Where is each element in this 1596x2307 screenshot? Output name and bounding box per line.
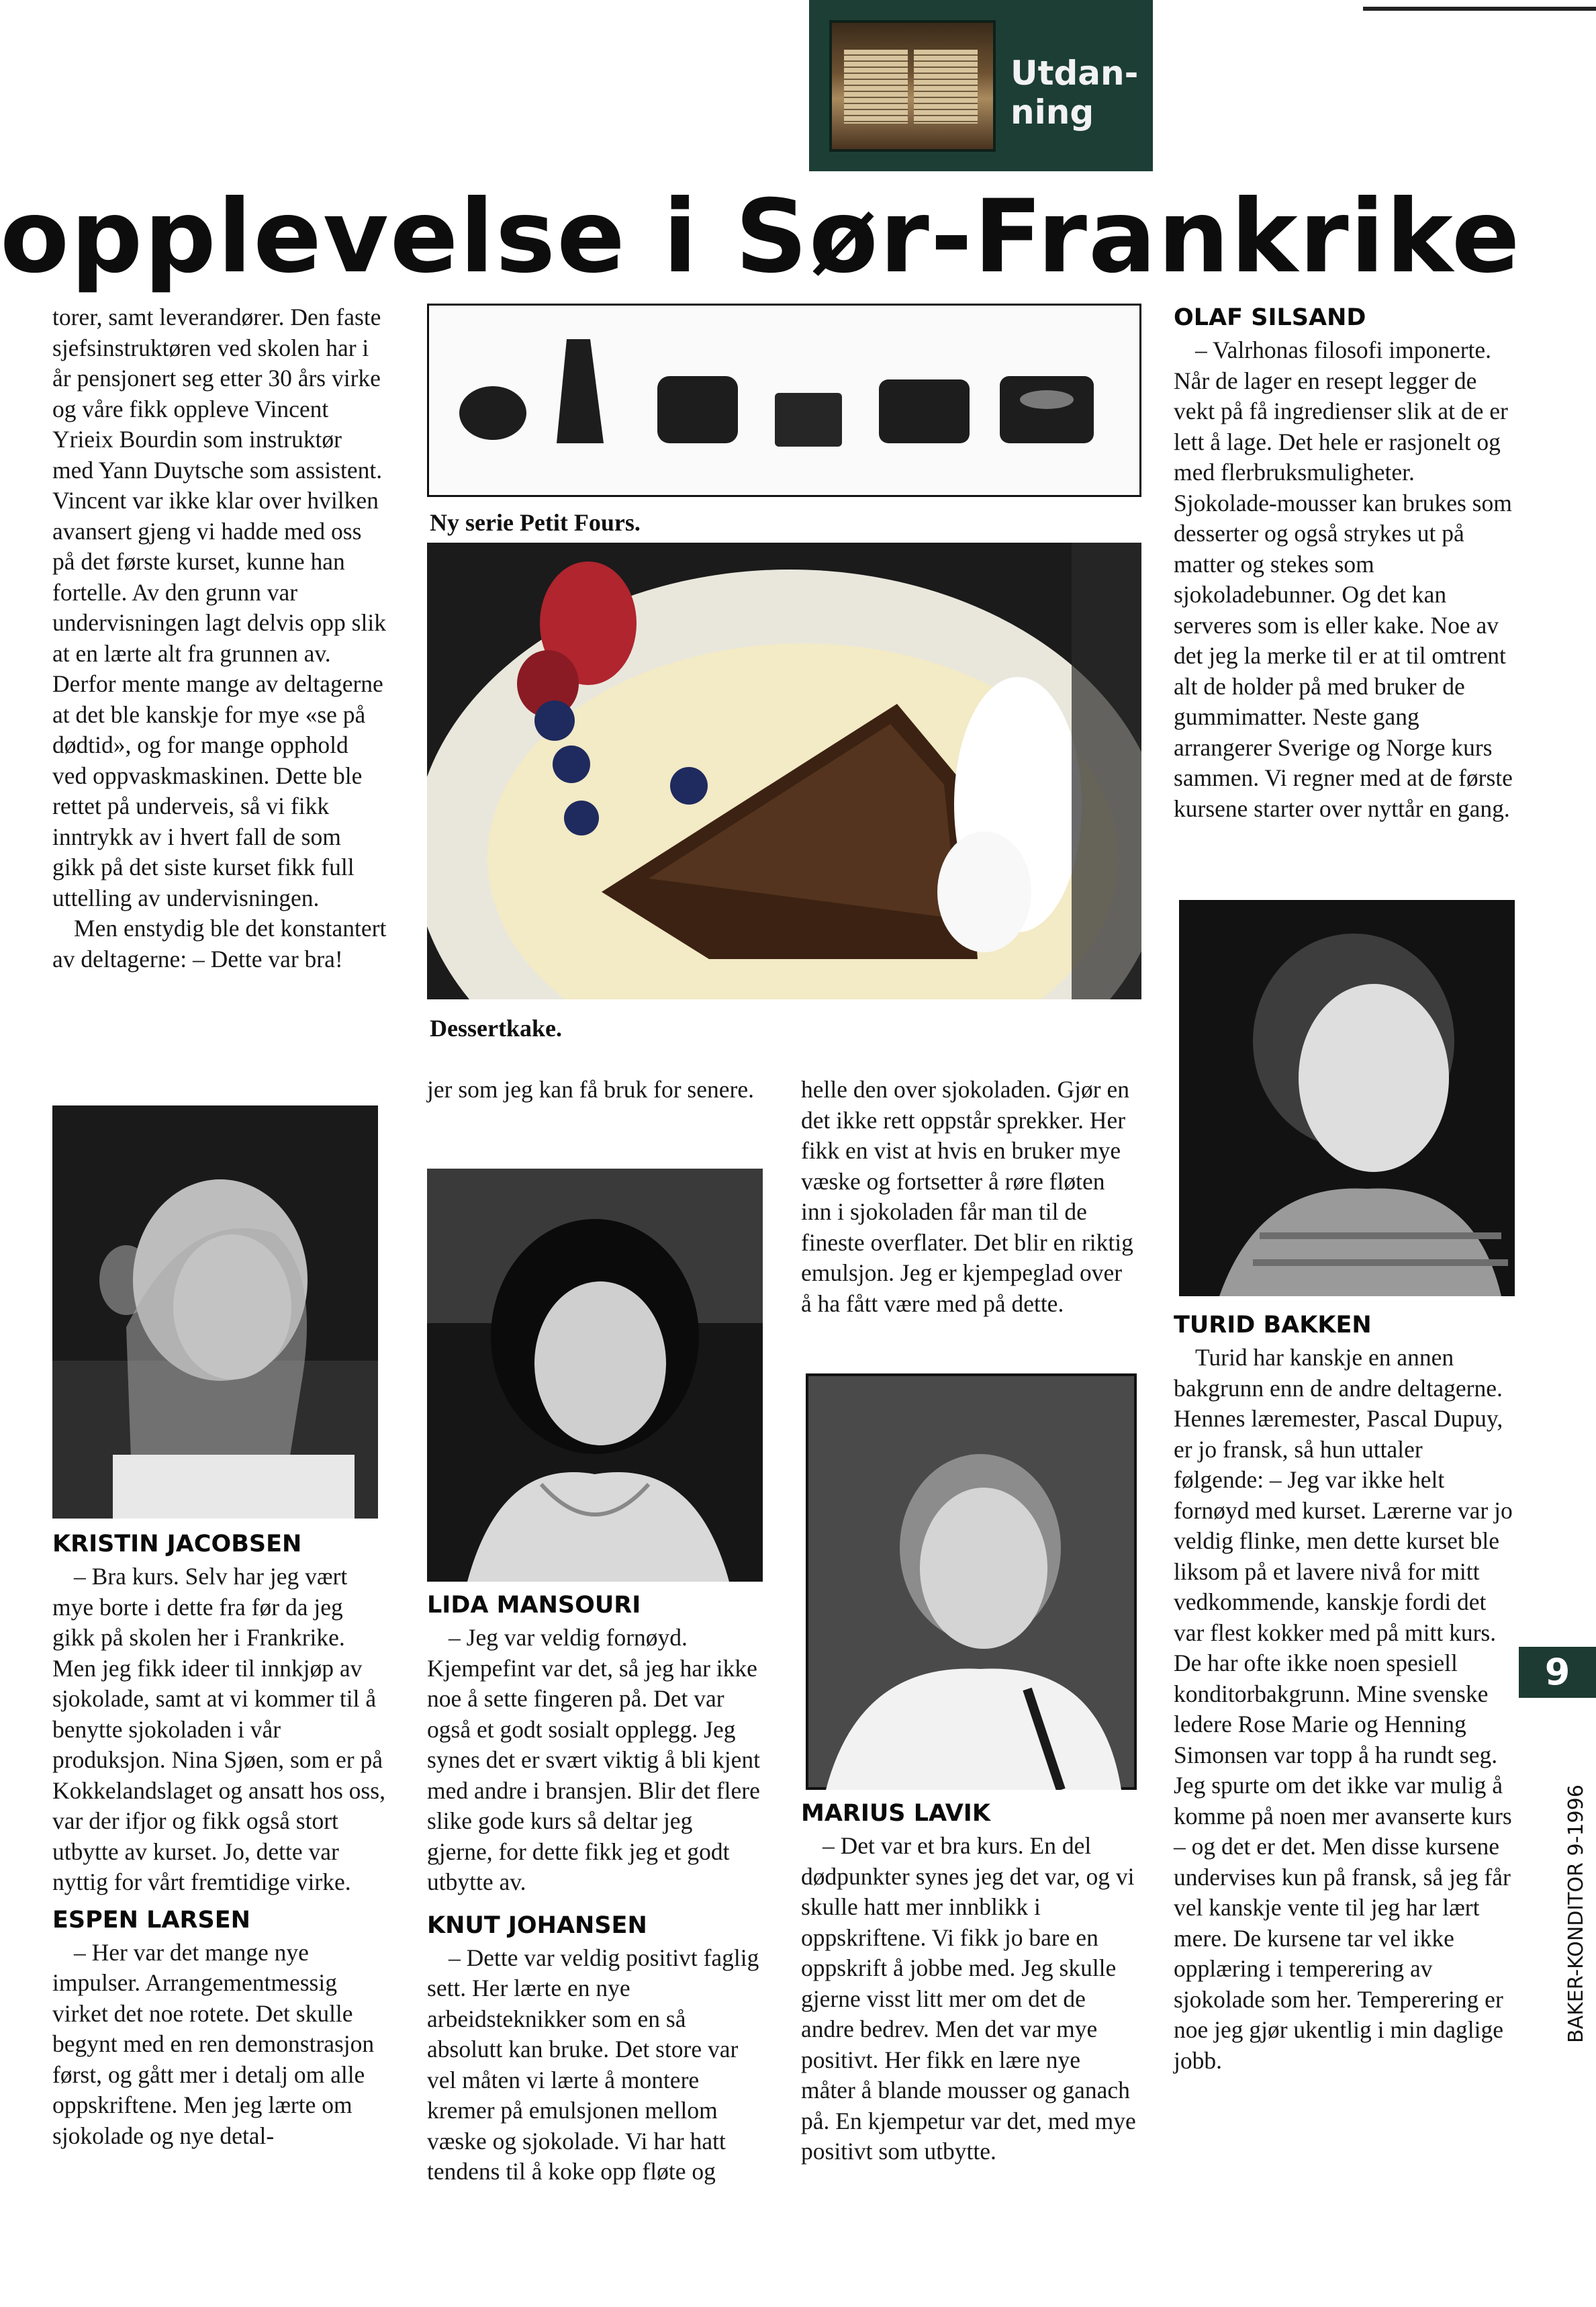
quote-marius-lavik: – Det var et bra kurs. En del dødpunkter synes jeg det var, og vi skulle hatt mer innblikk i oppskriftene. Vi fikk jo bare en oppskrift å jobbe med. Jeg skulle gjerne visst litt mer om det de andre bedrev. Men det var mye positivt. Her fikk en lære nye måter å blande mousser og ganach på. En kjempetur var det, med mye positivt som utbytte. [801, 1832, 1136, 2165]
portrait-kristin-image [52, 1105, 378, 1519]
section-label [1011, 54, 1145, 132]
intro-paragraph-1: torer, samt leverandører. Den faste sjefsinstruktøren ved skolen har i år pensjonert seg etter 30 års virke og våre fikk oppleve Vincent Yrieix Bourdin som instruktør med Yann Duytsche som assistent. Vincent var ikke klar over hvilken avansert gjeng vi hadde med oss på det første kurset, kunne han fortelle. Av den grunn var undervisningen lagt delvis opp slik at en lærte alt fra grunnen av. Derfor mente mange av deltagerne at det ble kanskje for mye «se på dødtid», og for mange opphold ved oppvaskmaskinen. Dette ble rettet på underveis, så vi fikk inntrykk av i hvert fall de som gikk på det siste kurset fikk full uttelling av undervisningen. [52, 304, 386, 911]
section-label-line1: Utdan- [1011, 54, 1139, 93]
portrait-turid-image [1179, 900, 1515, 1296]
book-page-right [914, 50, 978, 124]
petit-fours-image [429, 306, 1139, 495]
section-olaf-silsand [1174, 302, 1516, 824]
top-rule [1363, 7, 1596, 11]
book-page-left [844, 50, 908, 124]
section-marius-lavik [801, 1798, 1137, 2167]
page-number-tab: 9 [1519, 1647, 1596, 1698]
quote-knut-johansen: – Dette var veldig positivt faglig sett. Her lærte en nye arbeidsteknikker som en så absolutt kan bruke. Det store var vel måten vi lærte å montere kremer på emulsjonen mellom væske og sjokolade. Vi har hatt tendens til å koke opp fløte og [427, 1944, 759, 2185]
portrait-lida-mansouri [427, 1169, 763, 1582]
name-knut-johansen: KNUT JOHANSEN [427, 1911, 647, 1939]
caption-petit-fours: Ny serie Petit Fours. [430, 509, 641, 536]
portrait-marius-lavik [806, 1373, 1137, 1790]
portrait-turid-bakken [1179, 900, 1515, 1296]
name-turid-bakken: TURID BAKKEN [1174, 1312, 1372, 1339]
section-label-line2: ning [1011, 93, 1094, 132]
column-1-intro [52, 302, 388, 975]
photo-petit-fours [427, 304, 1141, 497]
portrait-kristin-jacobsen [52, 1105, 378, 1519]
quote-turid-bakken: Turid har kanskje en annen bakgrunn enn de andre deltagerne. Hennes læremester, Pascal Dupuy, er jo fransk, så hun uttaler følgende: – Jeg var ikke helt fornøyd med kurset. Lærerne var jo veldig flinke, men dette kurset ble liksom på et lavere nivå for mitt vedkommende, kanskje fordi det var flest kokker med på mitt kurs. De har ofte ikke noen spesiell konditorbakgrunn. Mine svenske ledere Rose Marie og Henning Simonsen var topp å ha rundt seg. Jeg spurte om det ikke var mulig å komme på noen mer avanserte kurs – og det er det. Men disse kursene undervises kun på fransk, så jeg får vel kanskje vente til jeg har lært mere. De kursene tar vel ikke opplæring i temperering av sjokolade som her. Temperering er noe jeg gjør ukentlig i min daglige jobb. [1174, 1344, 1513, 2074]
knut-continuation [801, 1075, 1137, 1319]
article-headline: opplevelse i Sør-Frankrike [0, 179, 1521, 296]
photo-dessertkake [427, 543, 1141, 999]
quote-lida-mansouri: – Jeg var veldig fornøyd. Kjempefint var det, så jeg har ikke noe å sette fingeren på. Det var også et godt sosialt opplegg. Jeg synes det er svært viktig å bli kjent med andre i bransjen. Blir det flere slike gode kurs så deltar jeg gjerne, for dette fikk jeg et godt utbytte av. [427, 1624, 760, 1895]
publication-folio: BAKER-KONDITOR 9-1996 [1564, 1784, 1588, 2043]
knut-continuation-text: helle den over sjokoladen. Gjør en det ikke rett oppstår sprekker. Her fikk en vist at hvis en bruker mye væske og fortsetter å røre fløten inn i sjokoladen får man til de fineste overflater. Det blir en riktig emulsjon. Jeg er kjempeglad over å ha fått være med på dette. [801, 1076, 1133, 1317]
name-marius-lavik: MARIUS LAVIK [801, 1800, 990, 1827]
portrait-marius-image [806, 1373, 1137, 1790]
section-badge [809, 0, 1153, 171]
name-lida-mansouri: LIDA MANSOURI [427, 1592, 641, 1619]
name-olaf-silsand: OLAF SILSAND [1174, 304, 1366, 331]
quote-espen-larsen: – Her var det mange nye impulser. Arrangementmessig virket det noe rotete. Det skulle begynt med en ren demonstrasjon først, og gått mer i detalj om alle oppskriftene. Men jeg lærte om sjokolade og nye detal- [52, 1938, 375, 2149]
section-turid-bakken [1174, 1310, 1516, 2076]
caption-dessertkake: Dessertkake. [430, 1015, 562, 1042]
book-photo [829, 20, 996, 152]
name-kristin-jacobsen: KRISTIN JACOBSEN [52, 1531, 302, 1557]
espen-continuation [427, 1075, 763, 1105]
name-espen-larsen: ESPEN LARSEN [52, 1906, 250, 1934]
portrait-lida-image [427, 1169, 763, 1582]
quote-kristin-jacobsen: – Bra kurs. Selv har jeg vært mye borte i dette fra før da jeg gikk på skolen her i Frankrike. Men jeg fikk ideer til innkjøp av sjokolade, samt at vi kommer til å benytte sjokoladen i vår produksjon. Nina Sjøen, som er på Kokkelandslaget og ansatt hos oss, var der ifjor og fikk også stort utbytte av kurset. Jo, dette var nyttig for vårt fremtidige virke. [52, 1563, 385, 1895]
section-lida-knut [427, 1590, 763, 2187]
dessertkake-image [427, 543, 1141, 999]
section-kristin-jacobsen [52, 1529, 388, 2151]
quote-olaf-silsand: – Valrhonas filosofi imponerte. Når de lager en resept legger de vekt på få ingredienser slik at de er lett å lage. Det hele er rasjonelt og med flerbruksmuligheter. Sjokolade-mousser kan brukes som desserter og også strykes ut på matter og stekes som sjokoladebunner. Og det kan serveres som is eller kake. Noe av det jeg la merke til er at til omtrent alt de holder på med bruker de gummimatter. Neste gang arrangerer Sverige og Norge kurs sammen. Vi regner med at de første kursene starter over nyttår en gang. [1174, 336, 1513, 822]
intro-paragraph-2: Men enstydig ble det konstantert av deltagerne: – Dette var bra! [52, 915, 387, 972]
espen-continuation-text: jer som jeg kan få bruk for senere. [427, 1076, 754, 1103]
